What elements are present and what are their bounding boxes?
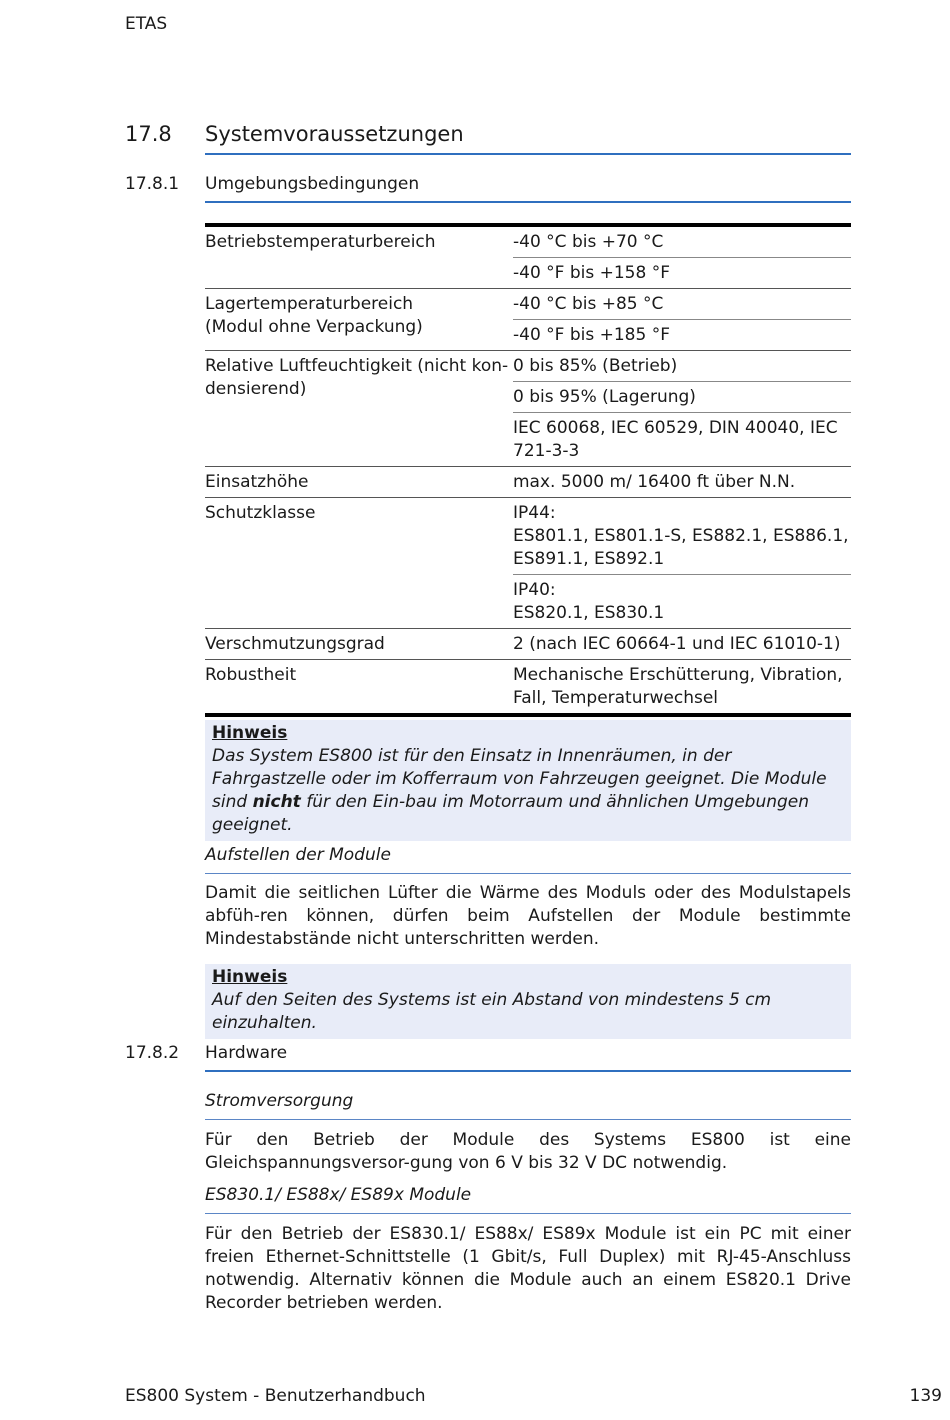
table-row bbox=[205, 628, 851, 659]
table-row bbox=[205, 227, 851, 288]
table-bottom-border bbox=[205, 713, 851, 717]
table-row-label: Betriebstemperaturbereich bbox=[205, 232, 436, 252]
power-heading: Stromversorgung bbox=[205, 1091, 354, 1111]
table-row bbox=[205, 659, 851, 713]
table-cell-value: max. 5000 m/ 16400 ft über N.N. bbox=[513, 472, 796, 492]
subsection-title: Umgebungsbedingungen bbox=[205, 174, 420, 194]
table-row-label: Robustheit bbox=[205, 665, 297, 685]
power-heading-rule bbox=[205, 1119, 851, 1120]
table-row-values bbox=[513, 351, 851, 466]
section-number: 17.8 bbox=[125, 122, 172, 146]
power-paragraph: Für den Betrieb der Module des Systems ES800 ist eine Gleichspannungsversor-gung von 6 V bis 32 V DC notwendig. bbox=[205, 1130, 851, 1173]
table-cell-value: -40 °C bis +70 °C bbox=[513, 232, 664, 252]
modules-heading-rule bbox=[205, 1213, 851, 1214]
note-box bbox=[205, 964, 851, 1039]
subsection-number: 17.8.2 bbox=[125, 1043, 180, 1063]
note-title: Hinweis bbox=[212, 967, 288, 987]
table-row-values bbox=[513, 498, 851, 628]
table-cell-value: -40 °F bis +158 °F bbox=[513, 257, 851, 288]
section-rule bbox=[205, 153, 851, 155]
table-row-values bbox=[513, 467, 851, 497]
table-body bbox=[205, 227, 851, 713]
note-text-emphasis: nicht bbox=[252, 792, 301, 812]
setup-heading: Aufstellen der Module bbox=[205, 845, 391, 865]
table-row bbox=[205, 466, 851, 497]
table-row-values bbox=[513, 660, 851, 713]
table-cell-value: -40 °C bis +85 °C bbox=[513, 294, 664, 314]
note-text-part: Das System ES800 ist für den Einsatz in Innenräumen, in der Fahrgastzelle oder im Kofferraum von Fahrzeugen geeignet. Die Module sind bbox=[212, 746, 827, 812]
note-box bbox=[205, 720, 851, 841]
environment-table bbox=[205, 223, 851, 717]
subsection-rule bbox=[205, 201, 851, 203]
table-row bbox=[205, 497, 851, 628]
table-row bbox=[205, 288, 851, 350]
setup-heading-rule bbox=[205, 873, 851, 874]
table-row-values bbox=[513, 227, 851, 288]
table-cell-value: 0 bis 95% (Lagerung) bbox=[513, 381, 851, 412]
subsection-rule bbox=[205, 1070, 851, 1072]
table-cell-value: 2 (nach IEC 60664-1 und IEC 61010-1) bbox=[513, 634, 841, 654]
table-cell-value: 0 bis 85% (Betrieb) bbox=[513, 356, 678, 376]
table-row-label: Lagertemperaturbereich (Modul ohne Verpackung) bbox=[205, 294, 423, 337]
footer-doc-title: ES800 System - Benutzerhandbuch bbox=[125, 1386, 426, 1406]
table-cell-value: IP44: ES801.1, ES801.1-S, ES882.1, ES886.1, ES891.1, ES892.1 bbox=[513, 503, 849, 569]
subsection-title: Hardware bbox=[205, 1043, 288, 1063]
footer-page-number: 139 bbox=[909, 1386, 942, 1406]
note-text-part: für den Ein-bau im Motorraum und ähnlichen Umgebungen geeignet. bbox=[212, 792, 810, 835]
table-cell-value: IP40: ES820.1, ES830.1 bbox=[513, 574, 851, 628]
modules-paragraph: Für den Betrieb der ES830.1/ ES88x/ ES89x Module ist ein PC mit einer freien Ethernet-Schnittstelle (1 Gbit/s, Full Duplex) mit RJ-45-Anschluss notwendig. Alternativ können die Module auch an einem ES820.1 Drive Recorder betrieben werden. bbox=[205, 1224, 851, 1313]
table-cell-value: -40 °F bis +185 °F bbox=[513, 319, 851, 350]
subsection-number: 17.8.1 bbox=[125, 174, 180, 194]
table-row-label: Schutzklasse bbox=[205, 503, 316, 523]
table-cell-value: Mechanische Erschütterung, Vibration, Fall, Temperaturwechsel bbox=[513, 665, 843, 708]
table-row-label: Einsatzhöhe bbox=[205, 472, 309, 492]
note-text: Auf den Seiten des Systems ist ein Abstand von mindestens 5 cm einzuhalten. bbox=[212, 990, 772, 1033]
note-text bbox=[212, 745, 844, 837]
table-row bbox=[205, 350, 851, 466]
section-title: Systemvoraussetzungen bbox=[205, 122, 464, 146]
table-row-label: Relative Luftfeuchtigkeit (nicht kon- densierend) bbox=[205, 356, 509, 399]
note-title: Hinweis bbox=[212, 723, 288, 743]
table-cell-value: IEC 60068, IEC 60529, DIN 40040, IEC 721-3-3 bbox=[513, 412, 851, 466]
table-row-label: Verschmutzungsgrad bbox=[205, 634, 385, 654]
modules-heading: ES830.1/ ES88x/ ES89x Module bbox=[205, 1185, 472, 1205]
table-row-values bbox=[513, 629, 851, 659]
table-row-values bbox=[513, 289, 851, 350]
brand-label: ETAS bbox=[125, 14, 168, 34]
setup-paragraph: Damit die seitlichen Lüfter die Wärme des Moduls oder des Modulstapels abfüh-ren können, dürfen beim Aufstellen der Module bestimmte Mindestabstände nicht unterschritten werden. bbox=[205, 883, 851, 949]
